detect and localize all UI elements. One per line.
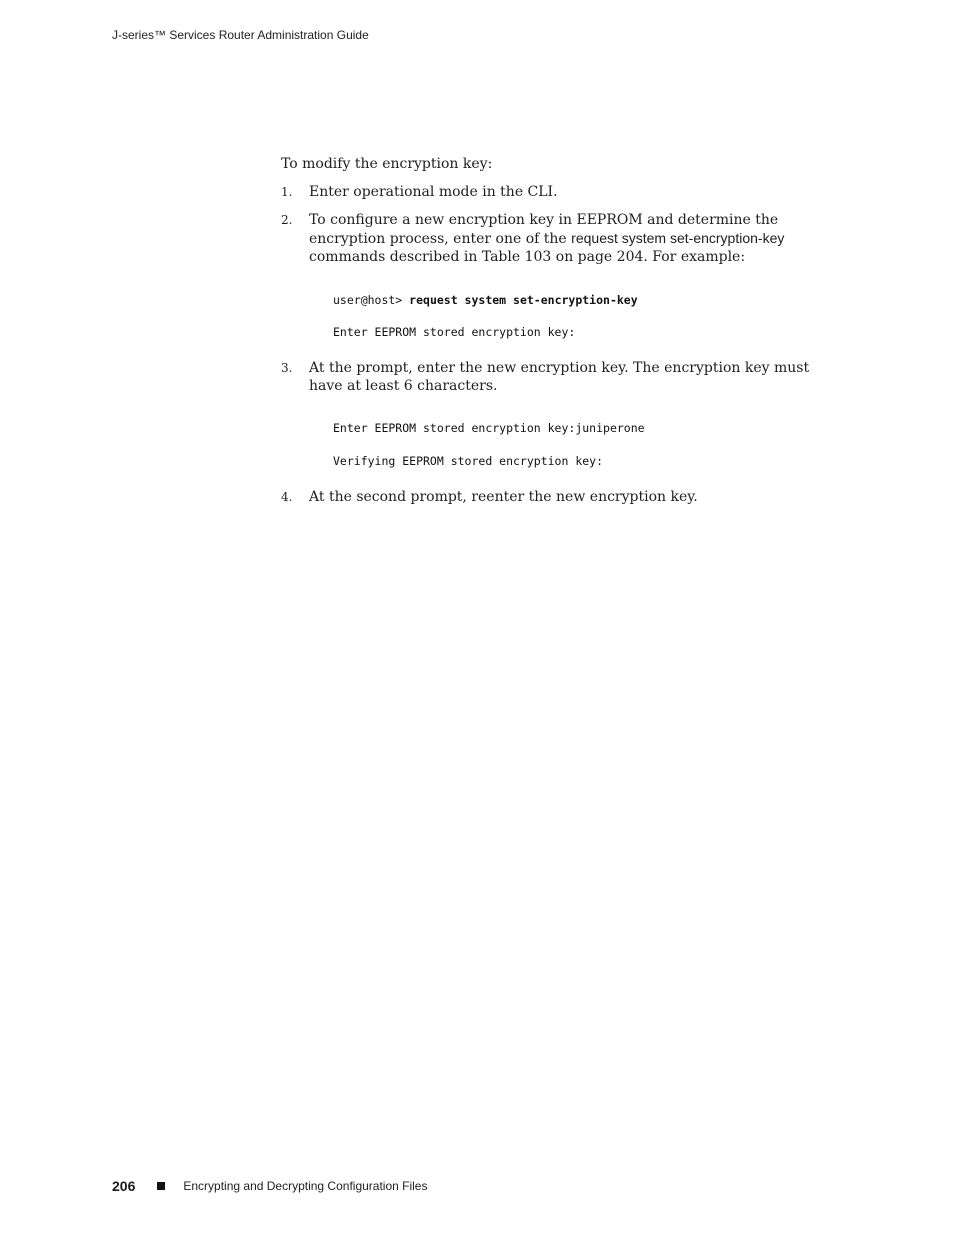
step-text: At the second prompt, reenter the new encryption key. bbox=[309, 489, 698, 505]
step-number: 3. bbox=[281, 361, 293, 375]
step-text: At the prompt, enter the new encryption key. The encryption key must have at least 6 characters. bbox=[309, 360, 810, 394]
code-line: Enter EEPROM stored encryption key: bbox=[333, 325, 576, 339]
running-header: J-series™ Services Router Administration Guide bbox=[112, 28, 369, 42]
step-text-after: commands described in Table 103 on page 204. For example: bbox=[309, 249, 746, 265]
code-line: Enter EEPROM stored encryption key:juniperone bbox=[333, 421, 645, 435]
intro-paragraph: To modify the encryption key: bbox=[281, 156, 493, 172]
cli-prompt: user@host> bbox=[333, 293, 410, 307]
step-text: Enter operational mode in the CLI. bbox=[309, 184, 558, 200]
page-number: 206 bbox=[112, 1178, 136, 1194]
step-number: 1. bbox=[281, 185, 293, 199]
step-2 bbox=[281, 211, 846, 266]
main-content bbox=[281, 155, 846, 516]
step-number: 2. bbox=[281, 213, 293, 227]
code-line: Verifying EEPROM stored encryption key: bbox=[333, 454, 604, 468]
step-4 bbox=[281, 488, 846, 506]
running-footer bbox=[112, 1178, 427, 1194]
command-reference: request system set-encryption-key bbox=[571, 230, 785, 246]
footer-section-title: Encrypting and Decrypting Configuration Files bbox=[183, 1179, 428, 1193]
square-bullet-icon bbox=[157, 1182, 165, 1190]
step-3 bbox=[281, 359, 846, 395]
code-line bbox=[333, 293, 846, 307]
cli-command: request system set-encryption-key bbox=[409, 293, 638, 307]
step-1 bbox=[281, 183, 846, 201]
step-number: 4. bbox=[281, 490, 293, 504]
step-text-before: To configure a new encryption key in EEPROM and determine the encryption process, enter one of the bbox=[309, 212, 779, 247]
